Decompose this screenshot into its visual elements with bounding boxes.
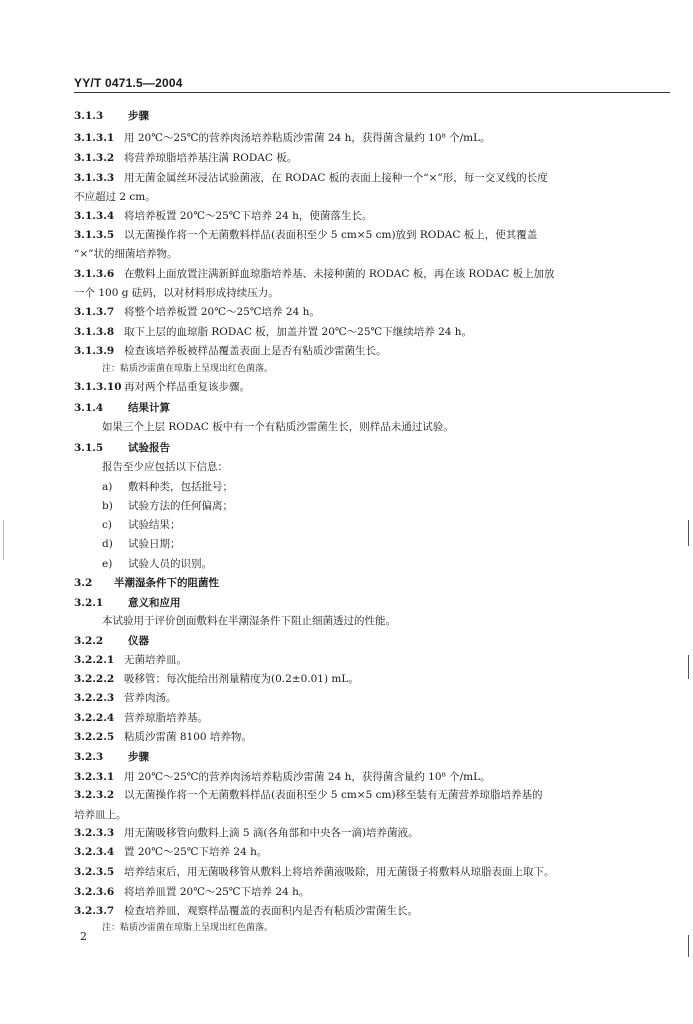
text-line [74,596,670,610]
header-rule [74,92,670,93]
clause-heading: 步骤 [128,110,149,122]
text-line [74,711,670,725]
clause-text: 无菌培养皿。 [124,654,187,666]
clause-text: 敷料种类，包括批号； [128,481,233,493]
list-marker: e) [102,558,113,570]
text-line [74,691,670,705]
clause-text: 试验方法的任何偏离； [128,500,233,512]
text-line [74,209,670,223]
list-marker: c) [102,519,112,531]
standard-number: YY/T 0471.5—2004 [74,76,183,90]
clause-text: 如果三个上层 RODAC 板中有一个有粘质沙雷菌生长，则样品未通过试验。 [102,421,454,433]
clause-text: 不应超过 2 cm。 [74,191,156,203]
list-item [102,499,670,513]
clause-text: 用 20℃～25℃的营养肉汤培养粘质沙雷菌 24 h，获得菌含量约 10⁸ 个/mL。 [124,771,491,783]
clause-number: 3.2.3.1 [74,771,115,783]
note-line [102,362,670,376]
text-line [74,344,670,358]
clause-text: 注：粘质沙雷菌在琼脂上呈现出红色菌落。 [102,923,274,933]
text-line [74,305,670,319]
note-line [102,921,670,935]
page-number: 2 [80,930,87,943]
clause-number: 3.2.3.4 [74,846,115,858]
clause-number: 3.1.5 [74,442,104,454]
text-line [74,190,670,204]
list-marker: a) [102,481,113,493]
text-line [102,420,670,434]
clause-text: 用 20℃～25℃的营养肉汤培养粘质沙雷菌 24 h，获得菌含量约 10⁸ 个/mL。 [124,132,491,144]
clause-number: 3.1.3.4 [74,210,115,222]
clause-heading: 意义和应用 [128,597,181,609]
text-line [74,380,670,394]
clause-number: 3.2.2 [74,635,104,647]
scan-mark [688,520,689,546]
clause-number: 3.2.3 [74,751,104,763]
clause-number: 3.1.4 [74,402,104,414]
list-item [102,518,670,532]
clause-text: 在敷料上面放置注满新鲜血琼脂培养基、未接种菌的 RODAC 板，再在该 RODAC 板上加放 [124,268,555,280]
text-line [74,885,670,899]
clause-number: 3.1.3.8 [74,326,115,338]
clause-text: 粘质沙雷菌 8100 培养物。 [124,731,252,743]
text-line [74,401,670,415]
text-line [74,672,670,686]
text-line [102,460,670,474]
clause-text: 置 20℃～25℃下培养 24 h。 [124,846,268,858]
text-line [74,730,670,744]
clause-text: 将培养板置 20℃～25℃下培养 24 h，使菌落生长。 [124,210,373,222]
clause-text: 以无菌操作将一个无菌敷料样品(表面积至少 5 cm×5 cm)放到 RODAC 板上，使其覆盖 [124,229,538,241]
clause-text: 以无菌操作将一个无菌敷料样品(表面积至少 5 cm×5 cm)移至装有无菌营养琼脂培养基的 [124,789,543,801]
clause-number: 3.2.2.2 [74,673,115,685]
clause-text: 再对两个样品重复该步骤。 [124,381,250,393]
text-line [74,171,670,185]
clause-number: 3.1.3.6 [74,268,115,280]
clause-text: 检查该培养板被样品覆盖表面上是否有粘质沙雷菌生长。 [124,345,387,357]
text-line [102,614,670,628]
clause-number: 3.1.3.7 [74,306,115,318]
text-line [74,576,670,590]
scan-mark [688,935,689,957]
clause-text: 将培养皿置 20℃～25℃下培养 24 h。 [124,886,310,898]
clause-text: 取下上层的血琼脂 RODAC 板，加盖并置 20℃～25℃下继续培养 24 h。 [124,326,473,338]
clause-text: 营养肉汤。 [124,692,177,704]
clause-number: 3.1.3.5 [74,229,115,241]
text-line [74,788,670,802]
clause-number: 3.2.2.5 [74,731,115,743]
text-line [74,770,670,784]
clause-text: 营养琼脂培养基。 [124,712,208,724]
clause-text: 检查培养皿，观察样品覆盖的表面积内是否有粘质沙雷菌生长。 [124,905,418,917]
text-line [74,109,670,123]
clause-text: 将整个培养板置 20℃～25℃培养 24 h。 [124,306,320,318]
clause-text: 吸移管：每次能给出剂量精度为(0.2±0.01) mL。 [124,673,359,685]
text-line [74,151,670,165]
text-line [74,808,670,822]
clause-heading: 步骤 [128,751,149,763]
list-item [102,537,670,551]
text-line [74,228,670,242]
clause-text: 试验日期； [128,538,181,550]
text-line [74,247,670,261]
clause-number: 3.2.2.3 [74,692,115,704]
list-item [102,480,670,494]
clause-heading: 仪器 [128,635,149,647]
clause-number: 3.1.3.3 [74,172,115,184]
clause-number: 3.1.3.10 [74,381,122,393]
list-marker: d) [102,538,113,550]
clause-number: 3.2.3.7 [74,905,115,917]
text-line [74,131,670,145]
clause-text: 试验人员的识别。 [128,558,212,570]
clause-text: 注：粘质沙雷菌在琼脂上呈现出红色菌落。 [102,364,274,374]
text-line [74,286,670,300]
scan-mark [688,655,689,679]
list-item [102,557,670,571]
clause-number: 3.2 [74,577,93,589]
clause-number: 3.1.3.1 [74,132,115,144]
clause-number: 3.2.3.3 [74,827,115,839]
clause-text: 将营养琼脂培养基注满 RODAC 板。 [124,152,298,164]
scan-mark [3,520,4,560]
clause-heading: 结果计算 [128,402,170,414]
clause-number: 3.2.2.4 [74,712,115,724]
clause-number: 3.2.2.1 [74,654,115,666]
clause-text: “×”状的细菌培养物。 [74,248,178,260]
clause-text: 用无菌金属丝环浸沾试验菌液，在 RODAC 板的表面上接种一个“×”形，每一交叉线的长度 [124,172,548,184]
text-line [74,826,670,840]
text-line [74,325,670,339]
clause-number: 3.2.3.2 [74,789,115,801]
text-line [74,267,670,281]
clause-text: 本试验用于评价创面敷料在半潮湿条件下阻止细菌透过的性能。 [102,615,396,627]
text-line [74,865,670,879]
text-line [74,904,670,918]
clause-number: 3.1.3.9 [74,345,115,357]
text-line [74,634,670,648]
text-line [74,750,670,764]
clause-number: 3.1.3.2 [74,152,115,164]
clause-number: 3.2.3.5 [74,866,115,878]
clause-number: 3.2.1 [74,597,104,609]
clause-heading: 试验报告 [128,442,170,454]
clause-text: 试验结果； [128,519,181,531]
clause-text: 培养皿上。 [74,809,127,821]
clause-number: 3.1.3 [74,110,104,122]
list-marker: b) [102,500,113,512]
clause-text: 一个 100 g 砝码，以对材料形成持续压力。 [74,287,279,299]
clause-heading: 半潮湿条件下的阻菌性 [114,577,219,589]
text-line [74,845,670,859]
clause-text: 报告至少应包括以下信息： [102,461,228,473]
clause-text: 用无菌吸移管向敷料上滴 5 滴(各角部和中央各一滴)培养菌液。 [124,827,419,839]
text-line [74,653,670,667]
clause-text: 培养结束后，用无菌吸移管从敷料上将培养菌液吸除，用无菌镊子将敷料从琼脂表面上取下。 [124,866,555,878]
clause-number: 3.2.3.6 [74,886,115,898]
text-line [74,441,670,455]
